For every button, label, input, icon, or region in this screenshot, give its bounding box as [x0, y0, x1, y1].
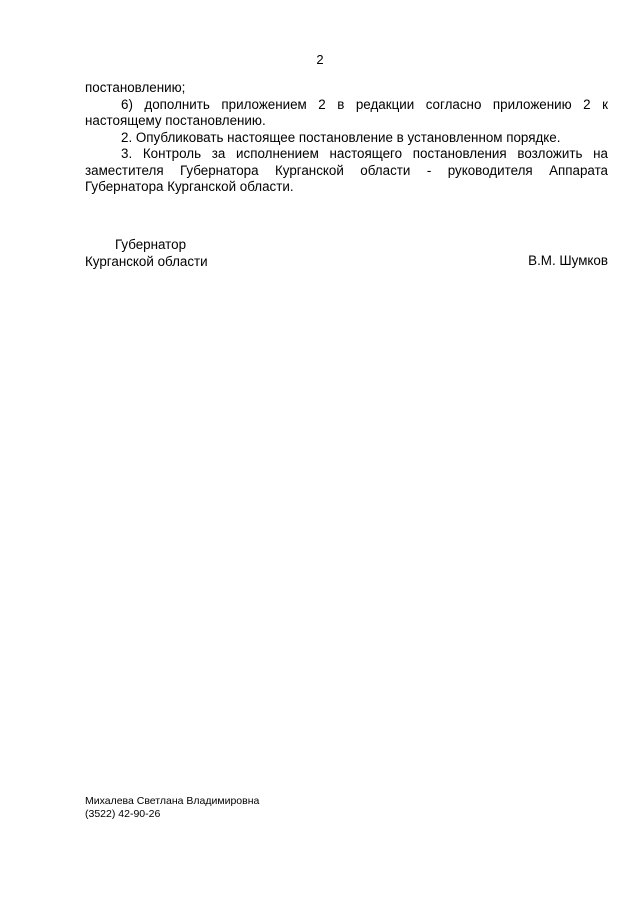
- paragraph-item-3: 3. Контроль за исполнением настоящего постановления возложить на заместителя Губернатора Курганской области - руководителя Аппарата Губернатора Курганской области.: [85, 146, 608, 194]
- signatory-title-line2: Курганской области: [85, 253, 208, 269]
- signatory-title-line1: Губернатор: [115, 237, 187, 252]
- contact-phone: (3522) 42-90-26: [85, 808, 161, 820]
- signatory-title: [85, 237, 285, 270]
- paragraph-item-6: 6) дополнить приложением 2 в редакции согласно приложению 2 к настоящему постановлению.: [85, 96, 608, 128]
- paragraph-continuation: постановлению;: [85, 80, 186, 95]
- contact-name: Михалева Светлана Владимировна: [85, 795, 260, 807]
- signatory-name: В.М. Шумков: [528, 253, 608, 268]
- paragraph-item-2: 2. Опубликовать настоящее постановление в установленном порядке.: [121, 129, 561, 145]
- page-number: 2: [316, 52, 324, 67]
- contact-block: [85, 795, 259, 821]
- document-body: [85, 80, 608, 196]
